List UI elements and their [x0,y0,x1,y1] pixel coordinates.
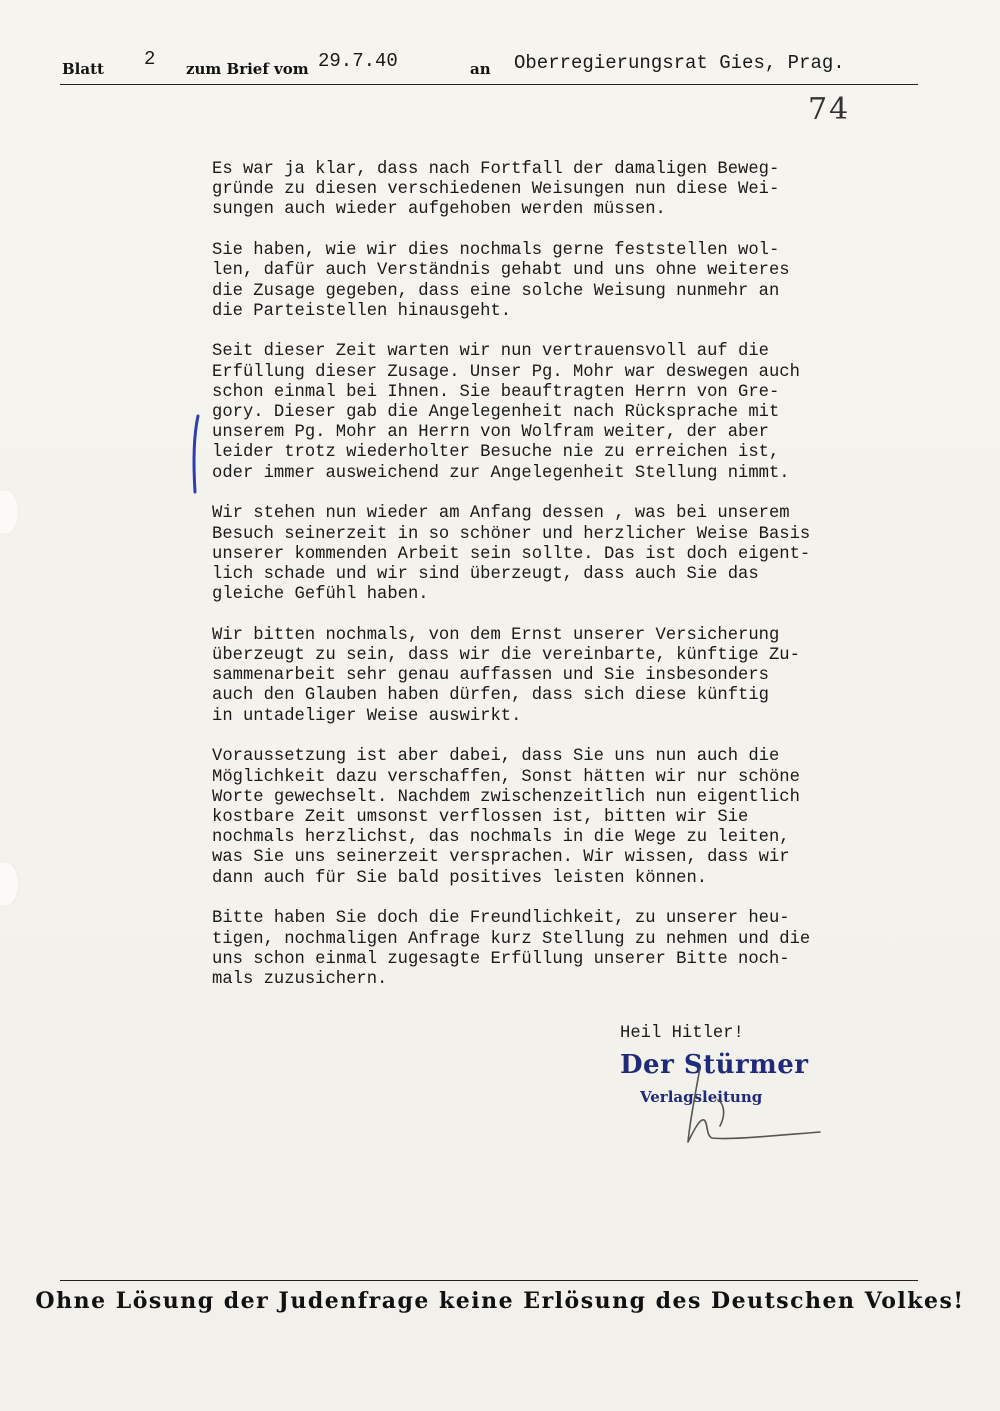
page-number: 74 [808,92,851,127]
paragraph [212,342,952,483]
text-line: leider trotz wiederholter Besuche nie zu erreichen ist, [212,443,780,463]
recipient: Oberregierungsrat Gies, Prag. [514,52,845,74]
text-line: Sie haben, wie wir dies nochmals gerne feststellen wol- [212,241,780,261]
text-line: sungen auch wieder aufgehoben werden müssen. [212,200,666,220]
text-line: Wir bitten nochmals, von dem Ernst unserer Versicherung [212,625,780,645]
text-line: Erfüllung dieser Zusage. Unser Pg. Mohr war deswegen auch [212,362,800,382]
stamp-subtitle: Verlagsleitung [640,1088,763,1106]
paragraph [212,241,952,322]
letter-body [212,160,952,1011]
text-line: mals zuzusichern. [212,969,388,989]
text-line: Voraussetzung ist aber dabei, dass Sie uns nun auch die [212,747,780,767]
blatt-number: 2 [144,48,156,70]
text-line: oder immer ausweichend zur Angelegenheit Stellung nimmt. [212,463,790,483]
brief-date: 29.7.40 [318,50,398,72]
text-line: auch den Glauben haben dürfen, dass sich diese künftig [212,686,769,706]
paragraph [212,909,952,990]
text-line: len, dafür auch Verständnis gehabt und uns ohne weiteres [212,261,790,281]
text-line: gründe zu diesen verschiedenen Weisungen nun diese Wei- [212,180,780,200]
text-line: Wir stehen nun wieder am Anfang dessen , was bei unserem [212,504,790,524]
stamp-title: Der Stürmer [620,1050,809,1080]
text-line: gory. Dieser gab die Angelegenheit nach Rücksprache mit [212,403,780,423]
text-line: in untadeliger Weise auswirkt. [212,706,522,726]
blatt-label: Blatt [62,60,104,78]
footer-slogan: Ohne Lösung der Judenfrage keine Erlösung des Deutschen Volkes! [35,1288,965,1314]
text-line: unserer kommenden Arbeit sein sollte. Das ist doch eigent- [212,544,811,564]
punch-hole-top [0,490,18,534]
an-label: an [470,60,491,78]
text-line: die Parteistellen hinausgeht. [212,301,512,321]
text-line: uns schon einmal zugesagte Erfüllung unserer Bitte noch- [212,949,790,969]
punch-hole-bottom [0,862,18,906]
text-line: lich schade und wir sind überzeugt, dass auch Sie das [212,564,759,584]
text-line: Möglichkeit dazu verschaffen, Sonst hätten wir nur schöne [212,767,800,787]
text-line: überzeugt zu sein, dass wir die vereinbarte, künftige Zu- [212,646,800,666]
header-rule [60,84,918,85]
text-line: dann auch für Sie bald positives leisten können. [212,868,708,888]
text-line: sammenarbeit sehr genau auffassen und Sie insbesonders [212,666,769,686]
text-line: Es war ja klar, dass nach Fortfall der damaligen Beweg- [212,160,780,179]
margin-pencil-mark [186,414,206,494]
paragraph [212,504,952,605]
text-line: die Zusage gegeben, dass eine solche Weisung nunmehr an [212,281,780,301]
text-line: tigen, nochmaligen Anfrage kurz Stellung zu nehmen und die [212,929,811,949]
text-line: was Sie uns seinerzeit versprachen. Wir wissen, dass wir [212,848,790,868]
text-line: kostbare Zeit umsonst verflossen ist, bitten wir Sie [212,807,749,827]
text-line: Worte gewechselt. Nachdem zwischenzeitlich nun eigentlich [212,787,800,807]
closing-salutation: Heil Hitler! [620,1024,744,1043]
text-line: Seit dieser Zeit warten wir nun vertrauensvoll auf die [212,342,769,362]
paragraph [212,747,952,888]
text-line: nochmals herzlichst, das nochmals in die Wege zu leiten, [212,828,790,848]
text-line: gleiche Gefühl haben. [212,585,429,605]
signature-scribble [660,1060,830,1150]
text-line: Besuch seinerzeit in so schöner und herzlicher Weise Basis [212,524,811,544]
brief-label: zum Brief vom [186,60,309,78]
text-line: schon einmal bei Ihnen. Sie beauftragten Herrn von Gre- [212,382,780,402]
text-line: Bitte haben Sie doch die Freundlichkeit, zu unserer heu- [212,909,790,929]
footer-rule [60,1280,918,1281]
text-line: unserem Pg. Mohr an Herrn von Wolfram weiter, der aber [212,423,769,443]
paragraph [212,160,952,221]
paragraph [212,626,952,727]
